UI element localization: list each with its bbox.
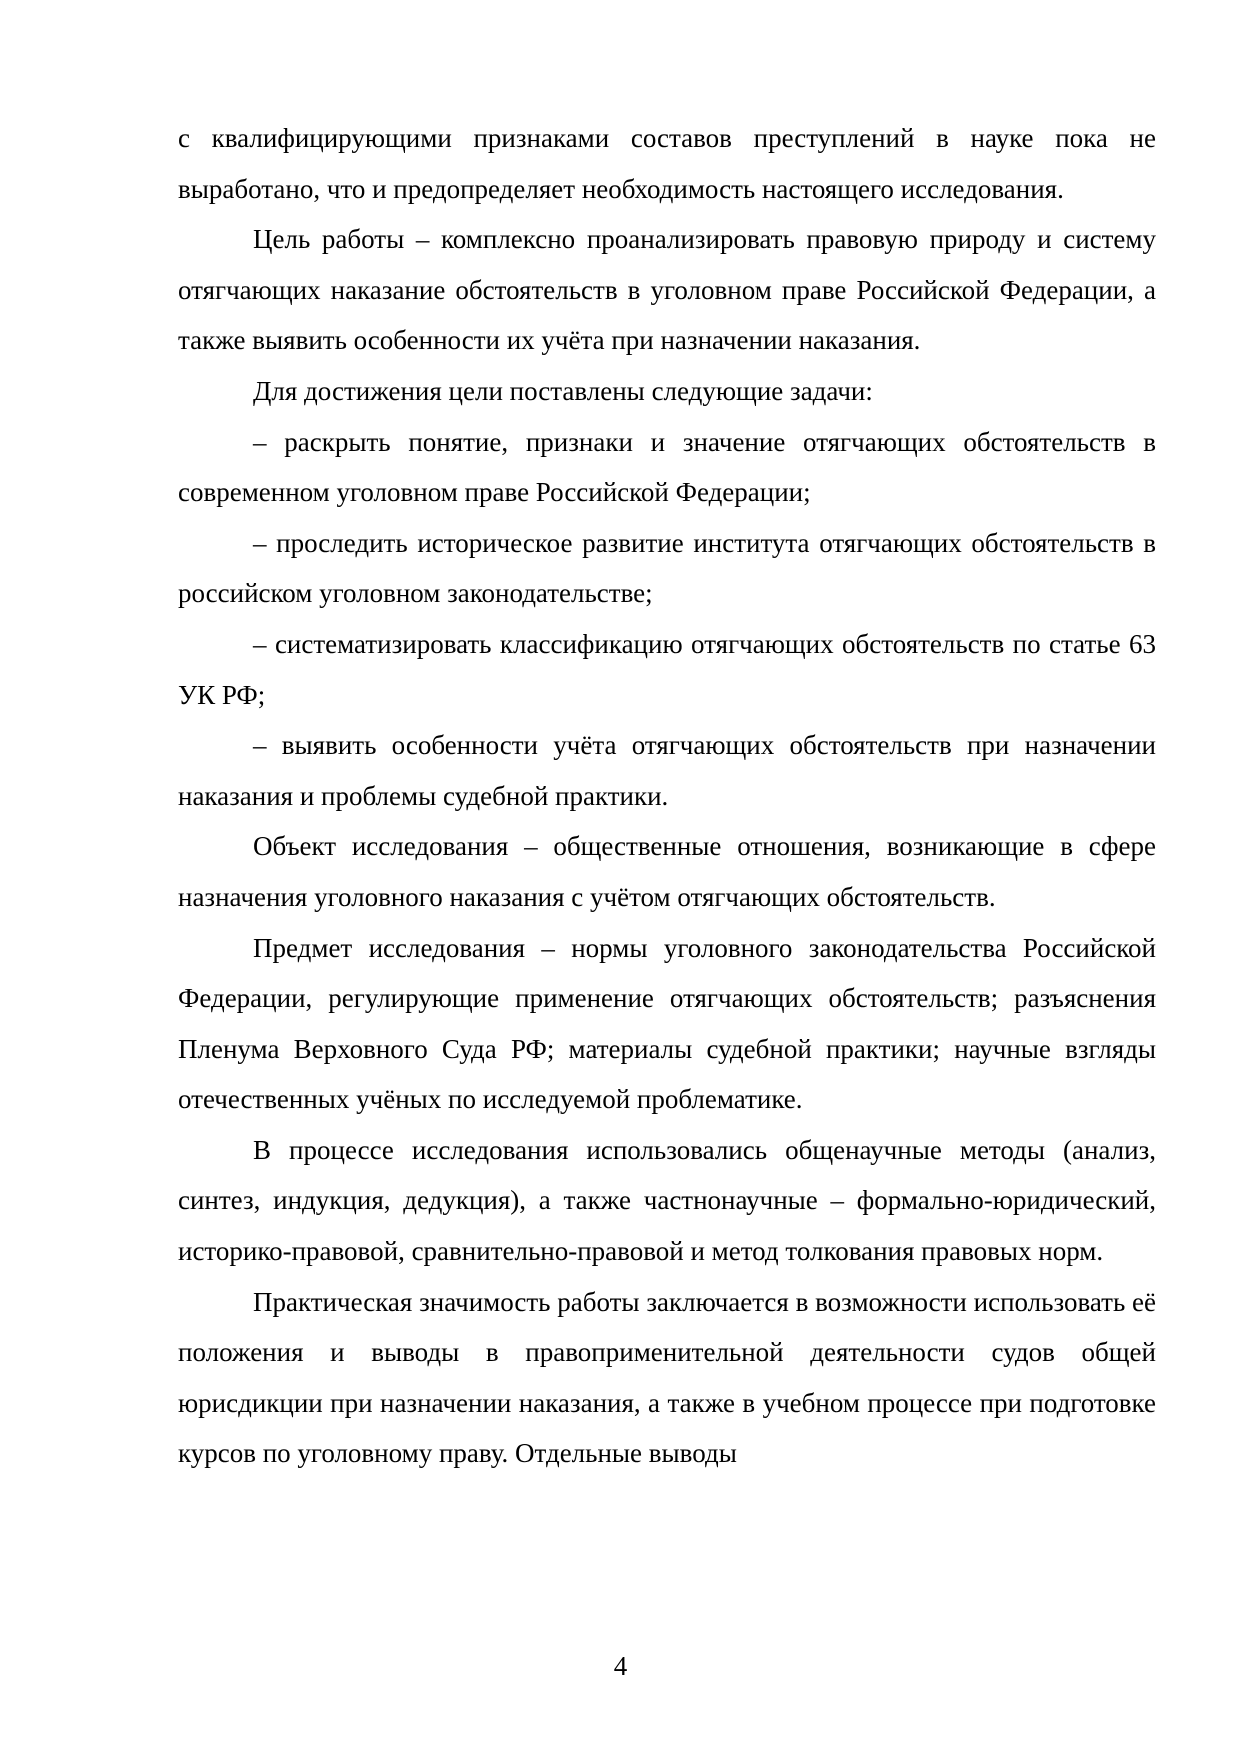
- paragraph-goal: Цель работы – комплексно проанализировать правовую природу и систему отягчающих наказание обстоятельств в уголовном праве Российской Федерации, а также выявить особенности их учёта при назначении наказания.: [178, 224, 1156, 356]
- task-item-3: – систематизировать классификацию отягчающих обстоятельств по статье 63 УК РФ;: [178, 628, 1156, 710]
- task-item-4: – выявить особенности учёта отягчающих обстоятельств при назначении наказания и проблемы судебной практики.: [178, 730, 1156, 811]
- paragraph-object: Объект исследования – общественные отношения, возникающие в сфере назначения уголовного наказания с учётом отягчающих обстоятельств.: [178, 831, 1156, 912]
- task-item-1: – раскрыть понятие, признаки и значение отягчающих обстоятельств в современном уголовном праве Российской Федерации;: [178, 426, 1156, 508]
- body-text: [178, 113, 1156, 1479]
- page-number: 4: [613, 1651, 628, 1681]
- paragraph-continuation: с квалифицирующими признаками составов преступлений в науке пока не выработано, что и предопределяет необходимость настоящего исследования.: [178, 123, 1156, 204]
- paragraph-tasks-intro: Для достижения цели поставлены следующие задачи:: [253, 375, 873, 406]
- paragraph-subject: Предмет исследования – нормы уголовного законодательства Российской Федерации, регулирующие применение отягчающих обстоятельств; разъяснения Пленума Верховного Суда РФ; материалы судебной практики; научные взгляды отечественных учёных по исследуемой проблематике.: [178, 932, 1156, 1115]
- paragraph-methods: В процессе исследования использовались общенаучные методы (анализ, синтез, индукция, дедукция), а также частнонаучные – формально-юридический, историко-правовой, сравнительно-правовой и метод толкования правовых норм.: [178, 1134, 1156, 1267]
- task-item-2: – проследить историческое развитие института отягчающих обстоятельств в российском уголовном законодательстве;: [178, 527, 1156, 609]
- paragraph-significance: Практическая значимость работы заключается в возможности использовать её положения и выводы в правоприменительной деятельности судов общей юрисдикции при назначении наказания, а также в учебном процессе при подготовке курсов по уголовному праву. Отдельные выводы: [178, 1286, 1156, 1469]
